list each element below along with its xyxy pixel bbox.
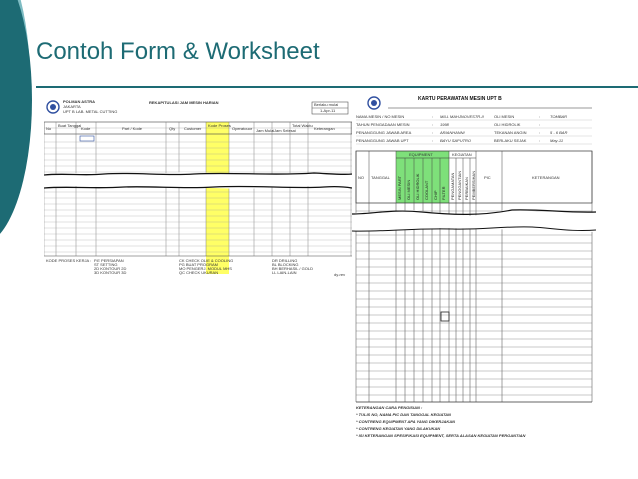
legend-item: MO PENGERJ. MODUL MHS xyxy=(179,266,232,271)
col-header: Qty xyxy=(169,126,176,131)
info-colon: : xyxy=(539,122,541,127)
col-header: Customer xyxy=(184,126,202,131)
note-item: * CONTRENG EQUIPMENT APA YANG DIKERJAKAN xyxy=(356,419,456,424)
col-header-pic: PIC xyxy=(484,175,491,180)
legend-item: DR DRILLING xyxy=(272,258,298,263)
info-label: TAHUN PENGADAAN MESIN xyxy=(356,122,410,127)
kegiatan-item: PENGAMATAN xyxy=(450,172,455,200)
info-colon: : xyxy=(539,114,541,119)
valid-from-date: 1-Apr-11 xyxy=(320,108,336,113)
info-value: TOMBAR xyxy=(550,114,568,119)
legend-title: KODE PROSES KERJA : xyxy=(46,258,92,263)
info-colon: : xyxy=(539,138,541,143)
col-header: Total Waktu xyxy=(292,123,313,128)
company-name: POLMAN ASTRA xyxy=(63,99,96,104)
note-item: * ISI KETERANGAN SPESIFIKASI EQUIPMENT, SERTA ALASAN KEGIATAN PERGANTIAN xyxy=(356,433,526,438)
left-form-title: REKAPITULASI JAM MESIN HARIAN xyxy=(149,100,219,105)
right-form-sheet xyxy=(352,92,596,440)
info-value: May-11 xyxy=(550,138,564,143)
info-label: PENANGGUNG JAWAB UPT xyxy=(356,138,409,143)
equipment-item: MESIN PART xyxy=(397,175,402,200)
info-value: MILL MAHJNOVESTR-II xyxy=(440,114,484,119)
company-city: JAKARTA xyxy=(63,104,81,109)
company-unit: UPT B LAB. METAL CUTTING xyxy=(63,109,118,114)
legend-item: PG BUAT PROGRAM xyxy=(179,262,218,267)
footer-code: dy-rev xyxy=(334,272,346,277)
equipment-item: COOLANT xyxy=(424,180,429,200)
col-header: Operatouor xyxy=(232,126,253,131)
col-header: Jam Mulai xyxy=(256,128,275,133)
info-colon: : xyxy=(432,122,434,127)
col-header: Buat Tanggal xyxy=(58,123,82,128)
col-header: Jam Selesai xyxy=(274,128,296,133)
col-header: No xyxy=(46,126,52,131)
info-colon: : xyxy=(432,138,434,143)
legend-item: 2D KONTOUR 2D xyxy=(94,266,127,271)
info-colon: : xyxy=(432,114,434,119)
info-label: NAMA MESIN / NO MESIN xyxy=(356,114,405,119)
equipment-item: OLI HIDROLIK xyxy=(415,173,420,200)
legend-item: ST SETTING xyxy=(94,262,118,267)
col-header-tanggal: TANGGAL xyxy=(371,175,390,180)
note-item: * CONTRENG KEGIATAN YANG DILAKUKAN xyxy=(356,426,441,431)
equipment-item: CHIP xyxy=(433,190,438,200)
col-header-keterangan: KETERANGAN xyxy=(532,175,560,180)
info-value: 5 - 6 BAR xyxy=(550,130,568,135)
notes-title: KETERANGAN CARA PENGISIAN : xyxy=(356,405,423,410)
info-value: BAYU SAPUTRO xyxy=(440,138,472,143)
col-header-equipment: EQUIPMENT xyxy=(409,152,433,157)
col-header-no: NO xyxy=(358,175,364,180)
legend-item: LL LAIN-LAIN xyxy=(272,270,297,275)
title-underline xyxy=(36,86,638,88)
info-value: ARIANHANNI xyxy=(440,130,465,135)
equipment-item: OLI MESIN xyxy=(406,179,411,200)
right-form-title: KARTU PERAWATAN MESIN UPT B xyxy=(418,96,502,102)
col-header-kegiatan: KEGIATAN xyxy=(452,152,472,157)
legend-item: QC CHECK UKURAN xyxy=(179,270,219,275)
note-item: * TULIS NO, NAMA PIC DAN TANGGAL KEGIATAN xyxy=(356,412,451,417)
legend-item: CK CHECK OLIE & COOLING xyxy=(179,258,234,263)
col-header: Kode xyxy=(81,126,91,131)
legend-item: P.E PERSIAPAN xyxy=(94,258,124,263)
info-colon: : xyxy=(432,130,434,135)
info-label: OLI HIDROLIK xyxy=(494,122,521,127)
col-header: Kode Proses xyxy=(208,123,231,128)
col-header: Part / Kode xyxy=(122,126,143,131)
info-colon: : xyxy=(539,130,541,135)
kegiatan-item: PERBAIKAN xyxy=(464,177,469,200)
equipment-item: FILTER xyxy=(441,186,446,200)
left-form-sheet xyxy=(44,96,352,282)
kegiatan-item: PEMBERSIHAN xyxy=(471,170,476,200)
valid-from-label: Berlaku mulai xyxy=(314,102,339,107)
info-label: TEKANAN ANGIN xyxy=(494,130,527,135)
slide-title: Contoh Form & Worksheet xyxy=(36,38,320,65)
legend-item: BH BERHASIL / GOLD xyxy=(272,266,313,271)
kegiatan-item: PENGGANTIAN xyxy=(457,170,462,200)
info-label: OLI MESIN xyxy=(494,114,515,119)
info-label: PENANGGUNG JAWAB AREA xyxy=(356,130,412,135)
legend-item: 3D KONTOUR 3D xyxy=(94,270,127,275)
legend-item: BL BLOCKING xyxy=(272,262,299,267)
info-label: BERLAKU SEJAK xyxy=(494,138,527,143)
col-header: Keterangan xyxy=(314,126,335,131)
info-value: 1998 xyxy=(440,122,449,127)
right-form-grid xyxy=(352,92,596,440)
